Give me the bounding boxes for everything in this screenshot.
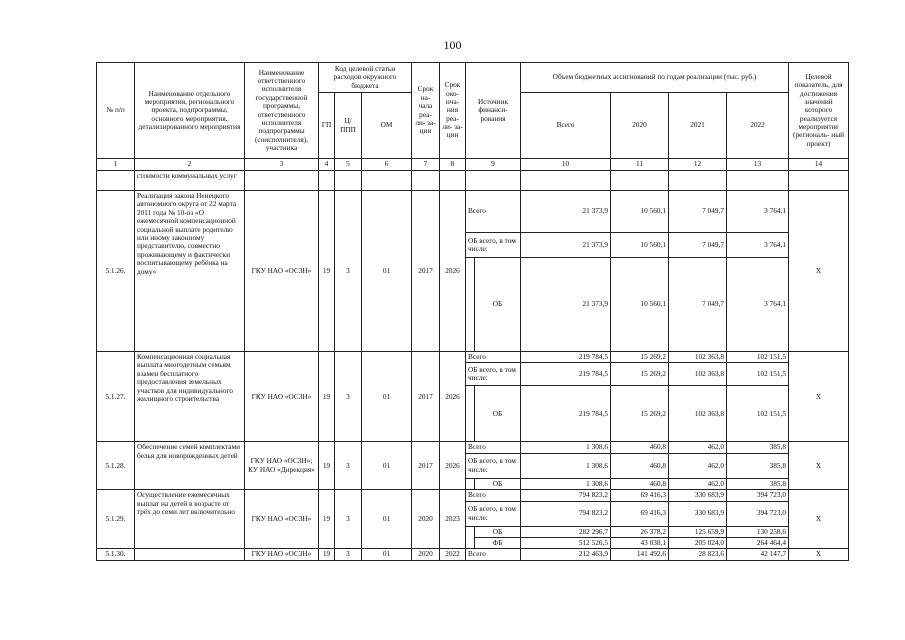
header-target: Целевой показатель, для достижения значений которого реализуется мероприятие (региональ- ный проект) bbox=[789, 63, 849, 159]
header-2020: 2020 bbox=[611, 93, 669, 159]
table-row bbox=[97, 549, 849, 560]
source-label: ОБ bbox=[475, 258, 521, 352]
value-2022: 394 723,0 bbox=[727, 501, 789, 526]
value-2021: 330 683,9 bbox=[669, 490, 727, 501]
start-year: 2017 bbox=[412, 352, 440, 442]
value-2021: 7 049,7 bbox=[669, 191, 727, 233]
source-label: Всего bbox=[466, 191, 521, 233]
index-cell: 4 bbox=[319, 159, 335, 171]
value-2021: 462,0 bbox=[669, 478, 727, 489]
end-year: 2023 bbox=[440, 490, 466, 549]
code-om: 01 bbox=[362, 490, 412, 549]
row-number: 5.1.29. bbox=[97, 490, 135, 549]
start-year: 2017 bbox=[412, 442, 440, 490]
value-2020: 10 560,1 bbox=[611, 258, 669, 352]
row-number: 5.1.28. bbox=[97, 442, 135, 490]
value-2022: 102 151,5 bbox=[727, 363, 789, 386]
table-row bbox=[97, 442, 849, 453]
source-indent bbox=[466, 526, 475, 549]
source-label: ОБ bbox=[475, 526, 521, 537]
source-label: Всего bbox=[466, 352, 521, 363]
source-label: Всего bbox=[466, 549, 521, 560]
start-year: 2017 bbox=[412, 191, 440, 352]
target-mark: X bbox=[789, 191, 849, 352]
value-2020: 460,8 bbox=[611, 453, 669, 478]
code-gp: 19 bbox=[319, 352, 335, 442]
code-ppp: 3 bbox=[335, 490, 362, 549]
index-cell: 14 bbox=[789, 159, 849, 171]
source-label: ОБ bbox=[475, 386, 521, 442]
value-total: 219 784,5 bbox=[521, 363, 611, 386]
value-2022: 130 258,6 bbox=[727, 526, 789, 537]
code-om: 01 bbox=[362, 442, 412, 490]
value-2021: 102 363,8 bbox=[669, 386, 727, 442]
end-year: 2026 bbox=[440, 442, 466, 490]
value-total: 1 308,6 bbox=[521, 453, 611, 478]
header-total: Всего bbox=[521, 93, 611, 159]
index-cell: 8 bbox=[440, 159, 466, 171]
value-2021: 102 363,8 bbox=[669, 363, 727, 386]
value-total: 212 463,9 bbox=[521, 549, 611, 560]
value-2022: 385,8 bbox=[727, 453, 789, 478]
code-ppp: 3 bbox=[335, 352, 362, 442]
header-source: Источник финанси- рования bbox=[466, 63, 521, 159]
target-mark: X bbox=[789, 490, 849, 549]
value-2020: 10 560,1 bbox=[611, 233, 669, 258]
value-2020: 69 416,3 bbox=[611, 501, 669, 526]
source-label: ОБ всего, в том числе: bbox=[466, 453, 521, 478]
value-total: 219 784,5 bbox=[521, 352, 611, 363]
value-total: 794 823,2 bbox=[521, 490, 611, 501]
value-2022: 3 764,1 bbox=[727, 233, 789, 258]
value-2020: 460,8 bbox=[611, 442, 669, 453]
value-2021: 102 363,8 bbox=[669, 352, 727, 363]
code-om: 01 bbox=[362, 191, 412, 352]
value-2021: 205 024,0 bbox=[669, 537, 727, 548]
row-executor: ГКУ НАО «ОСЗН»; КУ НАО «Дирекция» bbox=[245, 442, 319, 490]
budget-table bbox=[96, 62, 849, 561]
value-total: 1 308,6 bbox=[521, 442, 611, 453]
source-indent bbox=[466, 478, 475, 489]
value-2020: 460,8 bbox=[611, 478, 669, 489]
value-2020: 43 038,1 bbox=[611, 537, 669, 548]
end-year: 2022 bbox=[440, 549, 466, 560]
row-name: Осуществление ежемесячных выплат на детей в возрасте от трёх до семи лет включительно bbox=[135, 490, 245, 549]
index-row bbox=[97, 159, 849, 171]
value-2022: 3 764,1 bbox=[727, 258, 789, 352]
table-row bbox=[97, 352, 849, 363]
source-label: ОБ всего, в том числе: bbox=[466, 501, 521, 526]
source-label: Всего bbox=[466, 442, 521, 453]
value-2022: 394 723,0 bbox=[727, 490, 789, 501]
value-2021: 28 823,6 bbox=[669, 549, 727, 560]
row-name: Компенсационная социальная выплата многодетным семьям взамен бесплатного предоставления земельных участков для индивидуального жилищного строительства bbox=[135, 352, 245, 442]
value-2022: 3 764,1 bbox=[727, 191, 789, 233]
row-name bbox=[135, 549, 245, 560]
value-total: 512 526,5 bbox=[521, 537, 611, 548]
row-name: Обеспечение семей комплектами белья для новорожденных детей bbox=[135, 442, 245, 490]
index-cell: 5 bbox=[335, 159, 362, 171]
continuation-text: стоимости коммунальных услуг bbox=[135, 171, 245, 191]
table-row bbox=[97, 191, 849, 233]
value-2021: 462,0 bbox=[669, 442, 727, 453]
row-number: 5.1.30. bbox=[97, 549, 135, 560]
index-cell: 1 bbox=[97, 159, 135, 171]
header-ppp: Ц/ ППП bbox=[335, 93, 362, 159]
header-start: Срок на- чала реа- ли- за- ции bbox=[412, 63, 440, 159]
value-2022: 385,8 bbox=[727, 478, 789, 489]
target-mark: X bbox=[789, 352, 849, 442]
source-label: ОБ bbox=[475, 478, 521, 489]
value-2021: 7 049,7 bbox=[669, 258, 727, 352]
value-2022: 264 464,4 bbox=[727, 537, 789, 548]
value-total: 794 823,2 bbox=[521, 501, 611, 526]
index-cell: 6 bbox=[362, 159, 412, 171]
source-label: ФБ bbox=[475, 537, 521, 548]
index-cell: 2 bbox=[135, 159, 245, 171]
code-om: 01 bbox=[362, 352, 412, 442]
index-cell: 10 bbox=[521, 159, 611, 171]
code-gp: 19 bbox=[319, 442, 335, 490]
value-2022: 102 151,5 bbox=[727, 352, 789, 363]
header-2021: 2021 bbox=[669, 93, 727, 159]
value-total: 1 308,6 bbox=[521, 478, 611, 489]
source-indent bbox=[466, 258, 475, 352]
end-year: 2026 bbox=[440, 191, 466, 352]
row-executor: ГКУ НАО «ОСЗН» bbox=[245, 191, 319, 352]
page-number: 100 bbox=[443, 38, 462, 52]
value-2020: 26 378,2 bbox=[611, 526, 669, 537]
value-total: 282 296,7 bbox=[521, 526, 611, 537]
value-2020: 69 416,3 bbox=[611, 490, 669, 501]
index-cell: 12 bbox=[669, 159, 727, 171]
code-ppp: 3 bbox=[335, 191, 362, 352]
header-num: № п/п bbox=[97, 63, 135, 159]
value-total: 21 373,9 bbox=[521, 258, 611, 352]
source-label: ОБ всего, в том числе: bbox=[466, 233, 521, 258]
index-cell: 3 bbox=[245, 159, 319, 171]
start-year: 2020 bbox=[412, 549, 440, 560]
value-2021: 462,0 bbox=[669, 453, 727, 478]
header-code-group: Код целевой статьи расходов окружного бюджета bbox=[319, 63, 412, 93]
index-cell: 13 bbox=[727, 159, 789, 171]
header-volume-group: Объем бюджетных ассигнований по годам реализации (тыс. руб.) bbox=[521, 63, 789, 93]
value-2021: 7 049,7 bbox=[669, 233, 727, 258]
value-2022: 385,8 bbox=[727, 442, 789, 453]
value-2020: 10 560,1 bbox=[611, 191, 669, 233]
row-executor: ГКУ НАО «ОСЗН» bbox=[245, 490, 319, 549]
header-end: Срок око- нча- ния реа- ли- за- ции bbox=[440, 63, 466, 159]
source-label: Всего bbox=[466, 490, 521, 501]
continuation-row bbox=[97, 171, 849, 191]
value-2022: 102 151,5 bbox=[727, 386, 789, 442]
value-2022: 42 147,7 bbox=[727, 549, 789, 560]
start-year: 2020 bbox=[412, 490, 440, 549]
code-gp: 19 bbox=[319, 191, 335, 352]
value-2020: 15 269,2 bbox=[611, 352, 669, 363]
source-indent bbox=[466, 386, 475, 442]
index-cell: 7 bbox=[412, 159, 440, 171]
row-number: 5.1.27. bbox=[97, 352, 135, 442]
value-total: 219 784,5 bbox=[521, 386, 611, 442]
header-name: Наименование отдельного мероприятия, регионального проекта, подпрограммы, основного мероприятия, детализированного мероприятия bbox=[135, 63, 245, 159]
value-2020: 15 269,2 bbox=[611, 363, 669, 386]
target-mark: X bbox=[789, 549, 849, 560]
code-gp: 19 bbox=[319, 549, 335, 560]
row-executor: ГКУ НАО «ОСЗН» bbox=[245, 549, 319, 560]
value-2020: 15 269,2 bbox=[611, 386, 669, 442]
row-executor: ГКУ НАО «ОСЗН» bbox=[245, 352, 319, 442]
index-cell: 11 bbox=[611, 159, 669, 171]
value-2020: 141 492,6 bbox=[611, 549, 669, 560]
value-total: 21 373,9 bbox=[521, 233, 611, 258]
code-ppp: 3 bbox=[335, 442, 362, 490]
header-om: ОМ bbox=[362, 93, 412, 159]
source-label: ОБ всего, в том числе: bbox=[466, 363, 521, 386]
header-2022: 2022 bbox=[727, 93, 789, 159]
table-row bbox=[97, 490, 849, 501]
target-mark: X bbox=[789, 442, 849, 490]
end-year: 2026 bbox=[440, 352, 466, 442]
header-gp: ГП bbox=[319, 93, 335, 159]
code-om: 01 bbox=[362, 549, 412, 560]
index-cell: 9 bbox=[466, 159, 521, 171]
row-name: Реализация закона Ненецкого автономного округа от 22 марта 2011 года № 10-оз «О ежемесячной компенсационной социальной выплате родителю или иному законному представителю, совместно проживающему и фактически воспитывающему ребёнка на дому» bbox=[135, 191, 245, 352]
value-2021: 125 659,9 bbox=[669, 526, 727, 537]
row-number: 5.1.26. bbox=[97, 191, 135, 352]
header-executor: Наименование ответственного исполнителя государственной программы, ответственного исполнителя подпрограммы (соисполнителя), участника bbox=[245, 63, 319, 159]
code-ppp: 3 bbox=[335, 549, 362, 560]
value-2021: 330 683,9 bbox=[669, 501, 727, 526]
value-total: 21 373,9 bbox=[521, 191, 611, 233]
code-gp: 19 bbox=[319, 490, 335, 549]
